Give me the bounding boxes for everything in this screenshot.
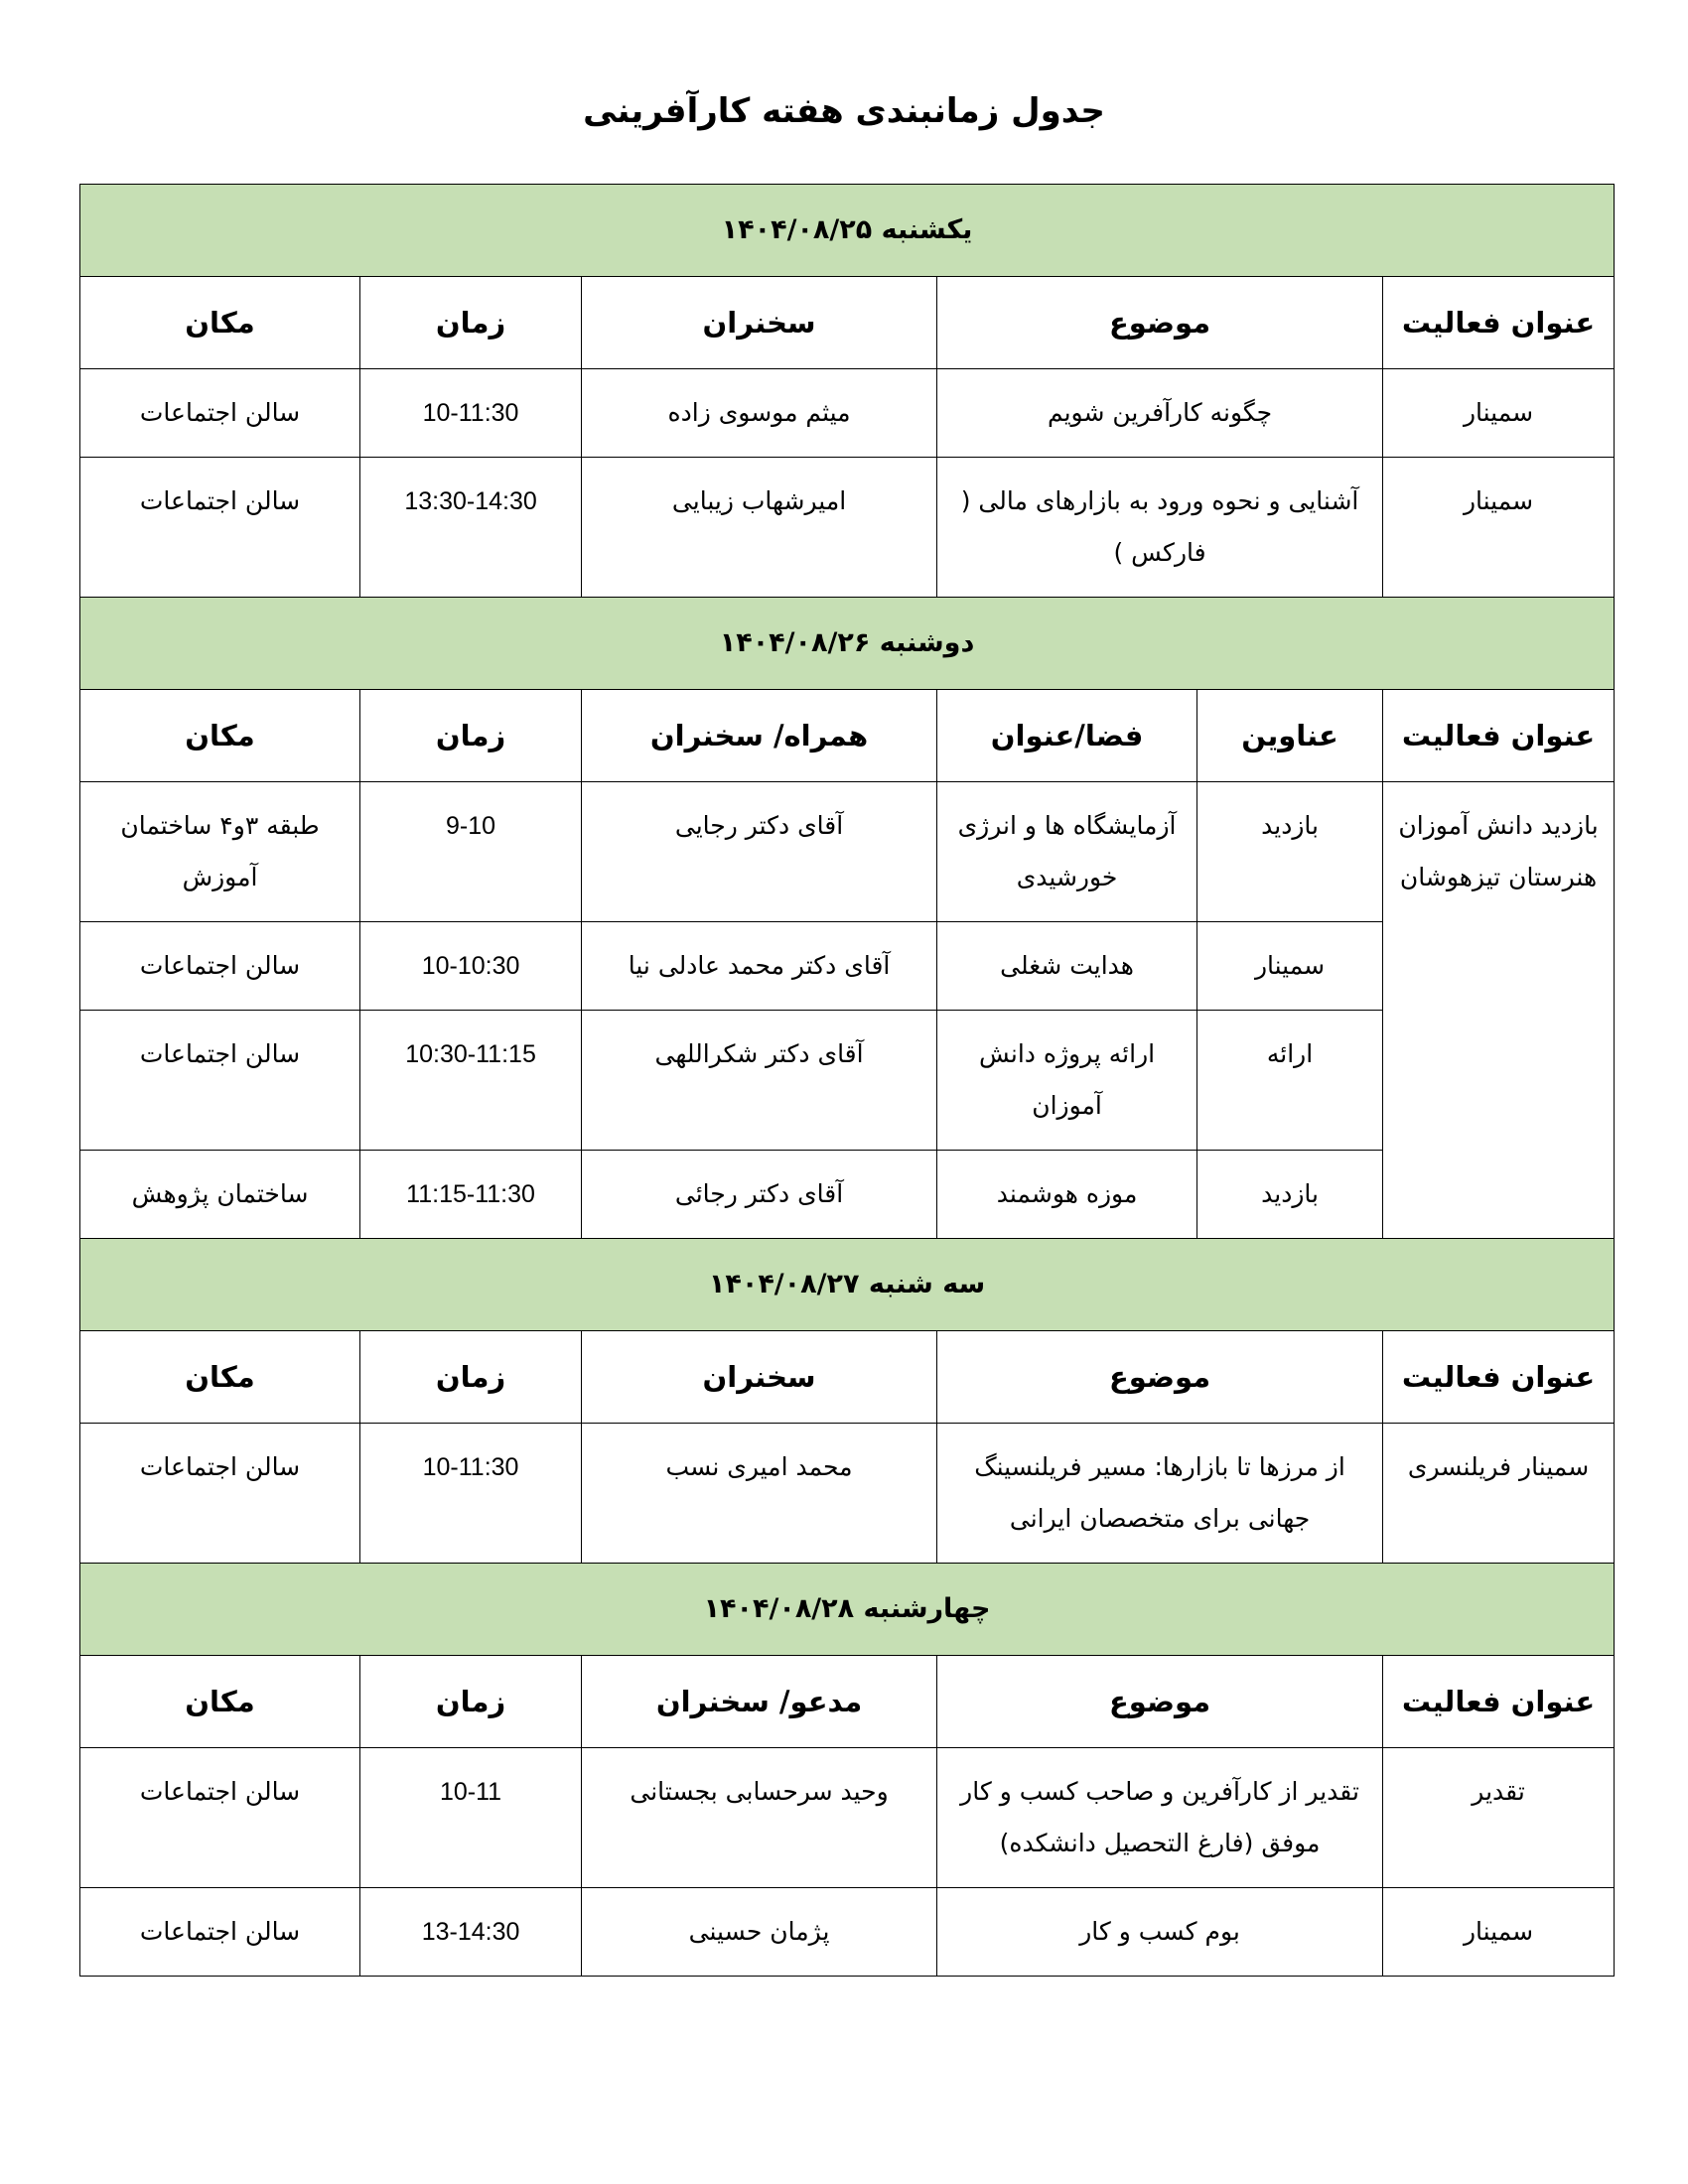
time-cell: 13:30-14:30 — [360, 458, 582, 598]
type-cell: بازدید — [1197, 782, 1383, 922]
col-header-activity: عنوان فعالیت — [1383, 690, 1615, 782]
col-header-time: زمان — [360, 1656, 582, 1748]
topic-cell: از مرزها تا بازارها: مسیر فریلنسینگ جهانی برای متخصصان ایرانی — [937, 1424, 1383, 1564]
day-date: چهارشنبه ۱۴۰۴/۰۸/۲۸ — [80, 1564, 1615, 1656]
col-header-time: زمان — [360, 1331, 582, 1424]
speaker-cell: پژمان حسینی — [582, 1888, 937, 1977]
topic-cell: آزمایشگاه ها و انرژی خورشیدی — [937, 782, 1197, 922]
schedule-table — [79, 184, 1615, 1977]
table-row — [80, 369, 1615, 458]
place-cell: سالن اجتماعات — [80, 1424, 360, 1564]
topic-cell: بوم کسب و کار — [937, 1888, 1383, 1977]
day-date: یکشنبه ۱۴۰۴/۰۸/۲۵ — [80, 185, 1615, 277]
place-cell: ساختمان پژوهش — [80, 1151, 360, 1239]
topic-cell: چگونه کارآفرین شویم — [937, 369, 1383, 458]
day-date: سه شنبه ۱۴۰۴/۰۸/۲۷ — [80, 1239, 1615, 1331]
table-row — [80, 1424, 1615, 1564]
col-header-speaker: همراه/ سخنران — [582, 690, 937, 782]
activity-cell: تقدیر — [1383, 1748, 1615, 1888]
col-header-time: زمان — [360, 277, 582, 369]
place-cell: طبقه ۳و۴ ساختمان آموزش — [80, 782, 360, 922]
speaker-cell: آقای دکتر محمد عادلی نیا — [582, 922, 937, 1011]
topic-cell: تقدیر از کارآفرین و صاحب کسب و کار موفق (فارغ التحصیل دانشکده) — [937, 1748, 1383, 1888]
topic-cell: هدایت شغلی — [937, 922, 1197, 1011]
col-header-type: عناوین — [1197, 690, 1383, 782]
activity-cell: سمینار — [1383, 458, 1615, 598]
type-cell: سمینار — [1197, 922, 1383, 1011]
topic-cell: موزه هوشمند — [937, 1151, 1197, 1239]
activity-cell: سمینار — [1383, 1888, 1615, 1977]
place-cell: سالن اجتماعات — [80, 1011, 360, 1151]
day-header-row — [80, 185, 1615, 277]
col-header-speaker: مدعو/ سخنران — [582, 1656, 937, 1748]
speaker-cell: وحید سرحسابی بجستانی — [582, 1748, 937, 1888]
place-cell: سالن اجتماعات — [80, 1748, 360, 1888]
col-header-activity: عنوان فعالیت — [1383, 277, 1615, 369]
col-header-time: زمان — [360, 690, 582, 782]
speaker-cell: آقای دکتر رجائی — [582, 1151, 937, 1239]
time-cell: 10:30-11:15 — [360, 1011, 582, 1151]
speaker-cell: آقای دکتر رجایی — [582, 782, 937, 922]
place-cell: سالن اجتماعات — [80, 369, 360, 458]
col-header-topic: موضوع — [937, 277, 1383, 369]
day-header-row — [80, 1239, 1615, 1331]
col-header-topic: فضا/عنوان — [937, 690, 1197, 782]
day-header-row — [80, 598, 1615, 690]
place-cell: سالن اجتماعات — [80, 1888, 360, 1977]
col-header-speaker: سخنران — [582, 1331, 937, 1424]
column-header-row — [80, 1331, 1615, 1424]
table-row — [80, 782, 1615, 922]
table-row — [80, 458, 1615, 598]
time-cell: 11:15-11:30 — [360, 1151, 582, 1239]
col-header-activity: عنوان فعالیت — [1383, 1331, 1615, 1424]
col-header-place: مکان — [80, 1331, 360, 1424]
place-cell: سالن اجتماعات — [80, 458, 360, 598]
column-header-row — [80, 1656, 1615, 1748]
type-cell: ارائه — [1197, 1011, 1383, 1151]
col-header-activity: عنوان فعالیت — [1383, 1656, 1615, 1748]
place-cell: سالن اجتماعات — [80, 922, 360, 1011]
table-row — [80, 1888, 1615, 1977]
column-header-row — [80, 277, 1615, 369]
page-title: جدول زمانبندی هفته کارآفرینی — [583, 91, 1105, 131]
type-cell: بازدید — [1197, 1151, 1383, 1239]
table-row — [80, 1748, 1615, 1888]
col-header-place: مکان — [80, 690, 360, 782]
column-header-row — [80, 690, 1615, 782]
activity-cell: سمینار — [1383, 369, 1615, 458]
day-header-row — [80, 1564, 1615, 1656]
topic-cell: آشنایی و نحوه ورود به بازارهای مالی ( فارکس ) — [937, 458, 1383, 598]
col-header-speaker: سخنران — [582, 277, 937, 369]
col-header-topic: موضوع — [937, 1331, 1383, 1424]
day-date: دوشنبه ۱۴۰۴/۰۸/۲۶ — [80, 598, 1615, 690]
topic-cell: ارائه پروژه دانش آموزان — [937, 1011, 1197, 1151]
speaker-cell: میثم موسوی زاده — [582, 369, 937, 458]
activity-cell: بازدید دانش آموزان هنرستان تیزهوشان — [1383, 782, 1615, 1239]
speaker-cell: آقای دکتر شکراللهی — [582, 1011, 937, 1151]
col-header-place: مکان — [80, 277, 360, 369]
time-cell: 10-11:30 — [360, 1424, 582, 1564]
speaker-cell: محمد امیری نسب — [582, 1424, 937, 1564]
activity-cell: سمینار فریلنسری — [1383, 1424, 1615, 1564]
col-header-place: مکان — [80, 1656, 360, 1748]
time-cell: 10-11:30 — [360, 369, 582, 458]
time-cell: 10-11 — [360, 1748, 582, 1888]
time-cell: 9-10 — [360, 782, 582, 922]
speaker-cell: امیرشهاب زیبایی — [582, 458, 937, 598]
time-cell: 13-14:30 — [360, 1888, 582, 1977]
time-cell: 10-10:30 — [360, 922, 582, 1011]
col-header-topic: موضوع — [937, 1656, 1383, 1748]
